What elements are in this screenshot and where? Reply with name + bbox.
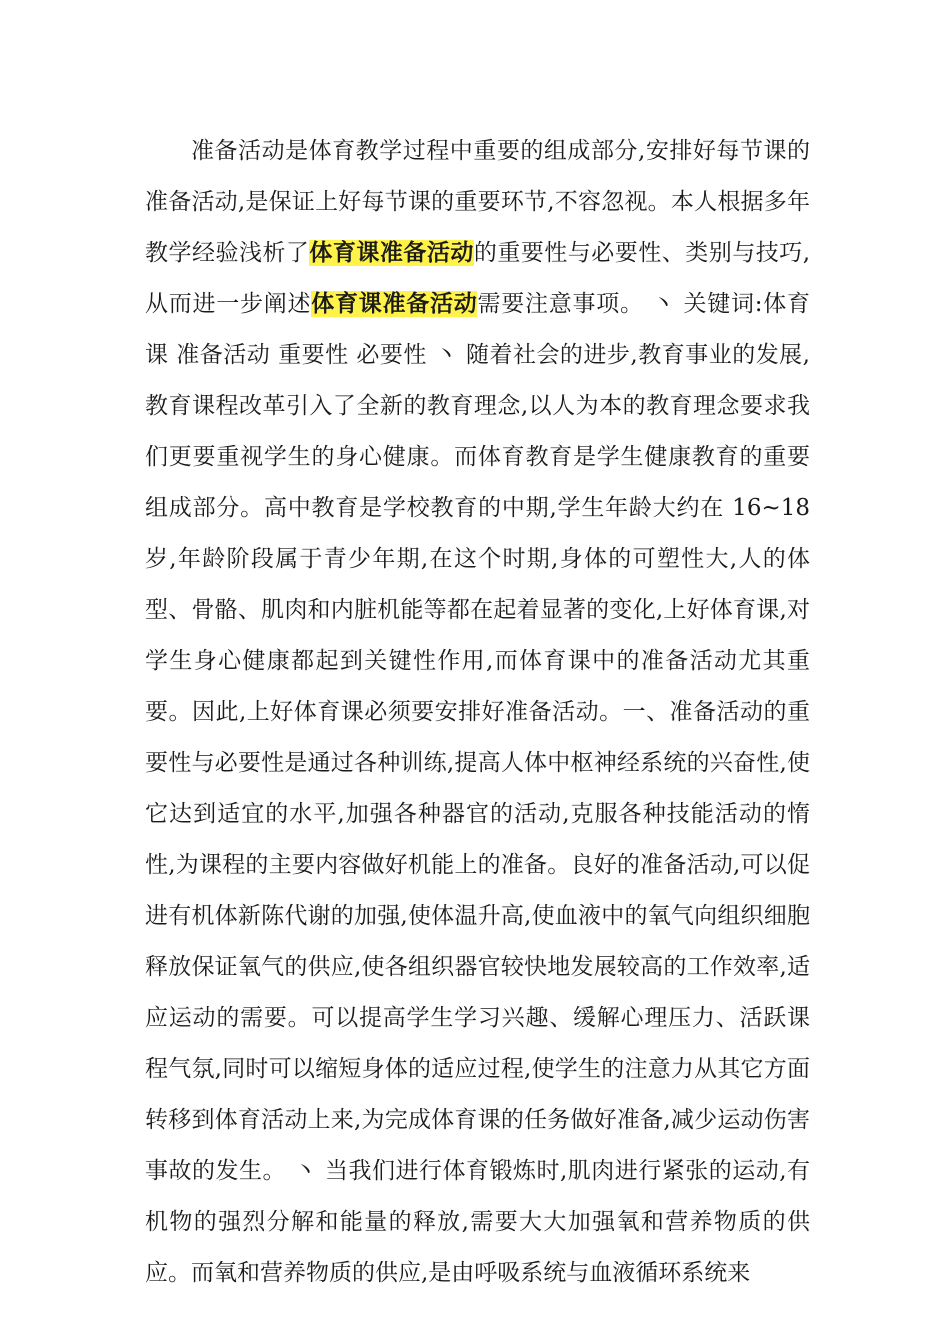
highlighted-keyword: 体育课准备活动 xyxy=(309,240,474,266)
text-segment-3: 需要注意事项。 丶 关键词:体育课 准备活动 重要性 必要性 丶 随着社会的进步,教育事业的发展,教育课程改革引入了全新的教育理念,以人为本的教育理念要求我们更要重视学生的身心健康。而体育教育是学生健康教育的重要组成部分。高中教育是学校教育的中期,学生年龄大约在 16~18 岁,年龄阶段属于青少年期,在这个时期,身体的可塑性大,人的体型、骨骼、肌肉和内脏机能等都在起着显著的变化,上好体育课,对学生身心健康都起到关键性作用,而体育课中的准备活动尤其重要。因此,上好体育课必须要安排好准备活动。一、准备活动的重要性与必要性是通过各种训练,提高人体中枢神经系统的兴奋性,使它达到适宜的水平,加强各种器官的活动,克服各种技能活动的惰性,为课程的主要内容做好机能上的准备。良好的准备活动,可以促进有机体新陈代谢的加强,使体温升高,使血液中的氧气向组织细胞释放保证氧气的供应,使各组织器官较快地发展较高的工作效率,适应运动的需要。可以提高学生学习兴趣、缓解心理压力、活跃课程气氛,同时可以缩短身体的适应过程,使学生的注意力从其它方面转移到体育活动上来,为完成体育课的任务做好准备,减少运动伤害事故的发生。 丶 当我们进行体育锻炼时,肌肉进行紧张的运动,有机物的强烈分解和能量的释放,需要大大加强氧和营养物质的供应。而氧和营养物质的供应,是由呼吸系统与血液循环系统来 xyxy=(145,291,811,1286)
body-paragraph xyxy=(145,126,810,1299)
text-segment-2: 的重要性与必要性、类别与技巧,从而进一步阐述 xyxy=(145,240,810,317)
highlighted-keyword: 体育课准备活动 xyxy=(311,291,478,317)
text-segment-1: 准备活动是体育教学过程中重要的组成部分,安排好每节课的准备活动,是保证上好每节课的重要环节,不容忽视。本人根据多年教学经验浅析了 xyxy=(145,138,810,266)
